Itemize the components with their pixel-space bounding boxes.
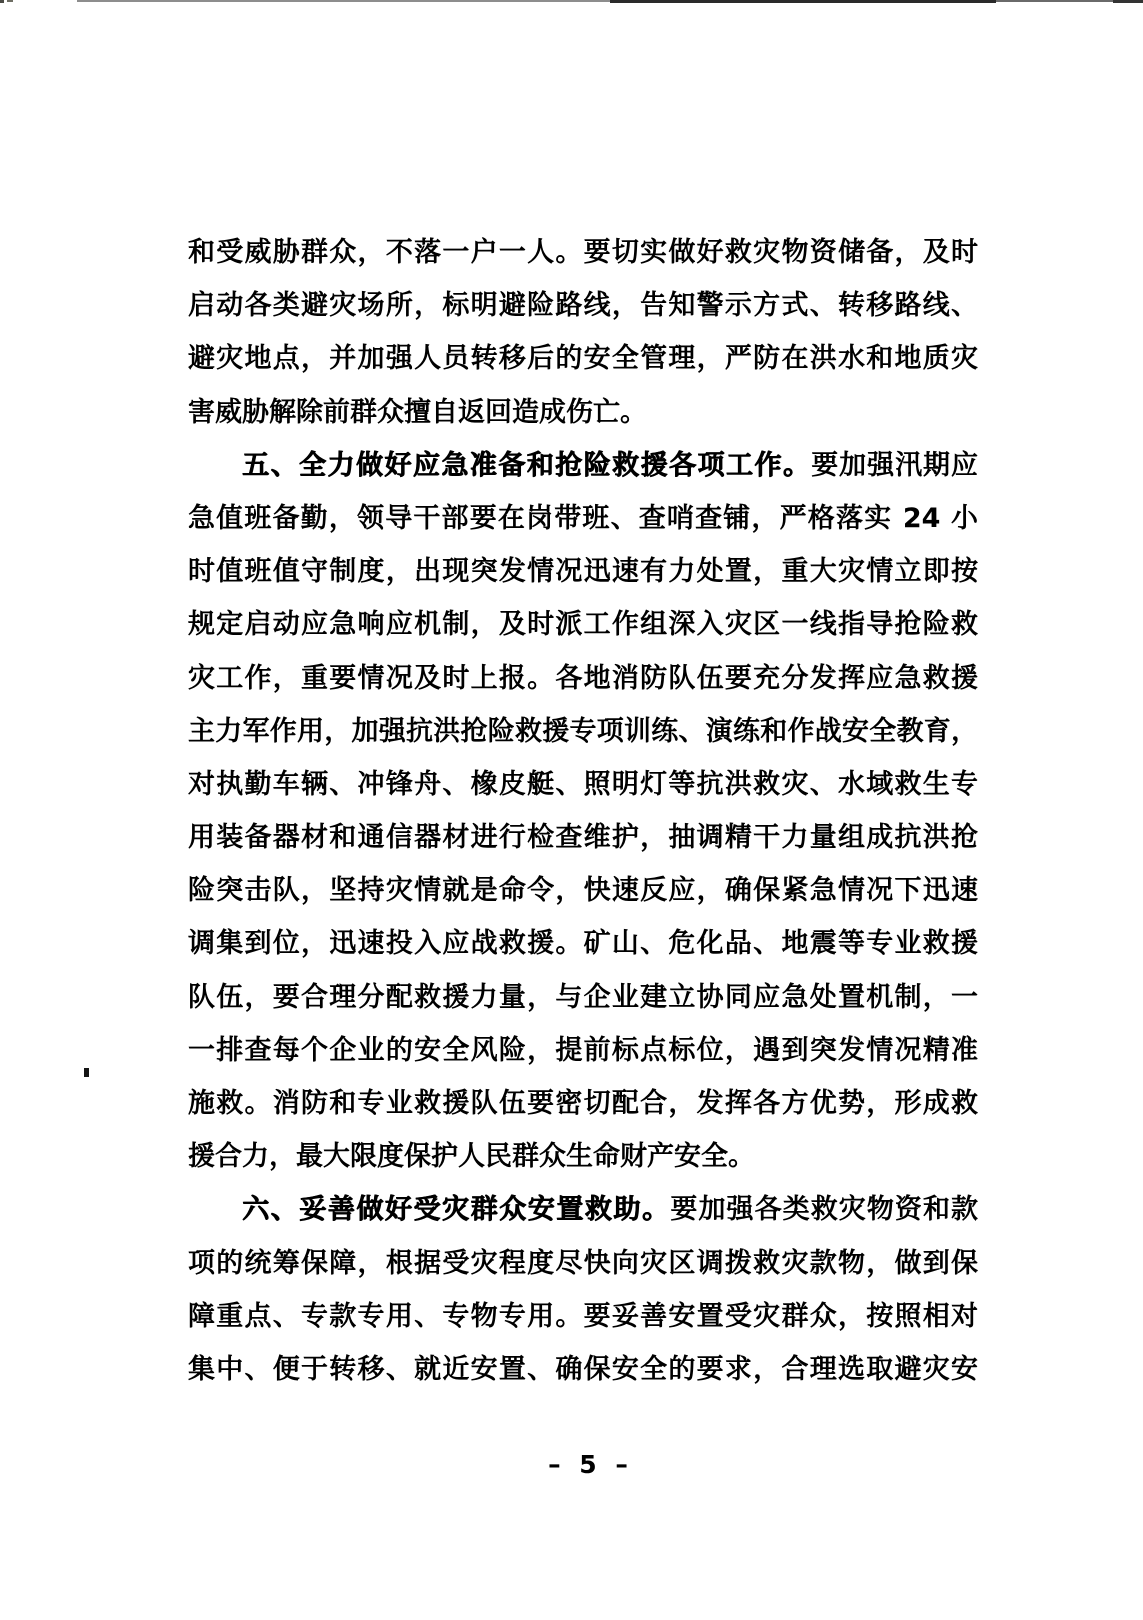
text-line <box>188 864 978 917</box>
text-line <box>188 758 978 811</box>
text-line <box>188 598 978 651</box>
body-text: 施救。消防和专业救援队伍要密切配合，发挥各方优势，形成救 <box>188 1088 978 1119</box>
text-line <box>188 492 978 545</box>
section-heading-text: 六、妥善做好受灾群众安置救助。 <box>242 1194 671 1226</box>
body-text: 急值班备勤，领导干部要在岗带班、查哨查铺，严格落实 24 小 <box>188 502 978 534</box>
body-text: 害威胁解除前群众擅自返回造成伤亡。 <box>188 396 647 428</box>
scan-artifact-top-edge <box>610 0 996 3</box>
page-number: – 5 – <box>548 1450 633 1479</box>
text-line <box>188 1077 978 1130</box>
text-line <box>188 705 978 758</box>
body-text: 险突击队，坚持灾情就是命令，快速反应，确保紧急情况下迅速 <box>188 875 978 907</box>
scan-artifact-speck <box>84 1068 89 1077</box>
text-line <box>188 1343 978 1396</box>
text-line <box>188 279 978 332</box>
text-line <box>188 1237 978 1290</box>
scan-artifact-top-edge <box>7 0 13 2</box>
body-text: 和受威胁群众，不落一户一人。要切实做好救灾物资储备，及时 <box>188 237 978 268</box>
body-text: 灾工作，重要情况及时上报。各地消防队伍要充分发挥应急救援 <box>188 662 978 694</box>
body-text: 援合力，最大限度保护人民群众生命财产安全。 <box>188 1141 755 1173</box>
text-line <box>188 811 978 864</box>
document-body <box>188 226 978 1396</box>
text-line <box>188 545 978 598</box>
body-text: 调集到位，迅速投入应战救援。矿山、危化品、地震等专业救援 <box>188 928 978 960</box>
scan-artifact-top-edge <box>1113 0 1143 3</box>
section-heading-text: 五、全力做好应急准备和抢险救援各项工作。 <box>242 449 812 481</box>
body-text: 要加强各类救灾物资和款 <box>670 1194 978 1226</box>
scan-artifact-top-edge <box>996 0 1113 2</box>
body-text: 主力军作用，加强抗洪抢险救援专项训练、演练和作战安全教育， <box>188 715 978 747</box>
text-line <box>188 1130 978 1183</box>
text-line <box>188 226 978 279</box>
text-line <box>188 439 978 492</box>
text-line <box>188 386 978 439</box>
body-text: 障重点、专款专用、专物专用。要妥善安置受灾群众，按照相对 <box>188 1300 978 1332</box>
text-line <box>188 332 978 385</box>
body-text: 规定启动应急响应机制，及时派工作组深入灾区一线指导抢险救 <box>188 609 978 641</box>
body-text: 对执勤车辆、冲锋舟、橡皮艇、照明灯等抗洪救灾、水域救生专 <box>188 768 978 800</box>
body-text: 要加强汛期应 <box>811 449 978 481</box>
body-text: 避灾地点，并加强人员转移后的安全管理，严防在洪水和地质灾 <box>188 343 978 375</box>
scan-artifact-top-edge <box>77 0 610 2</box>
text-line <box>188 917 978 970</box>
body-text: 时值班值守制度，出现突发情况迅速有力处置，重大灾情立即按 <box>188 556 978 588</box>
text-line <box>188 971 978 1024</box>
text-line <box>188 1290 978 1343</box>
body-text: 项的统筹保障，根据受灾程度尽快向灾区调拨救灾款物，做到保 <box>188 1247 978 1279</box>
body-text: 集中、便于转移、就近安置、确保安全的要求，合理选取避灾安 <box>188 1353 978 1385</box>
text-line <box>188 1024 978 1077</box>
scan-artifact-top-edge <box>0 0 4 3</box>
text-line <box>188 1183 978 1236</box>
body-text: 队伍，要合理分配救援力量，与企业建立协同应急处置机制，一 <box>188 981 978 1013</box>
body-text: 一排查每个企业的安全风险，提前标点标位，遇到突发情况精准 <box>188 1034 978 1066</box>
body-text: 启动各类避灾场所，标明避险路线，告知警示方式、转移路线、 <box>188 290 978 322</box>
text-line <box>188 652 978 705</box>
body-text: 用装备器材和通信器材进行检查维护，抽调精干力量组成抗洪抢 <box>188 822 978 854</box>
